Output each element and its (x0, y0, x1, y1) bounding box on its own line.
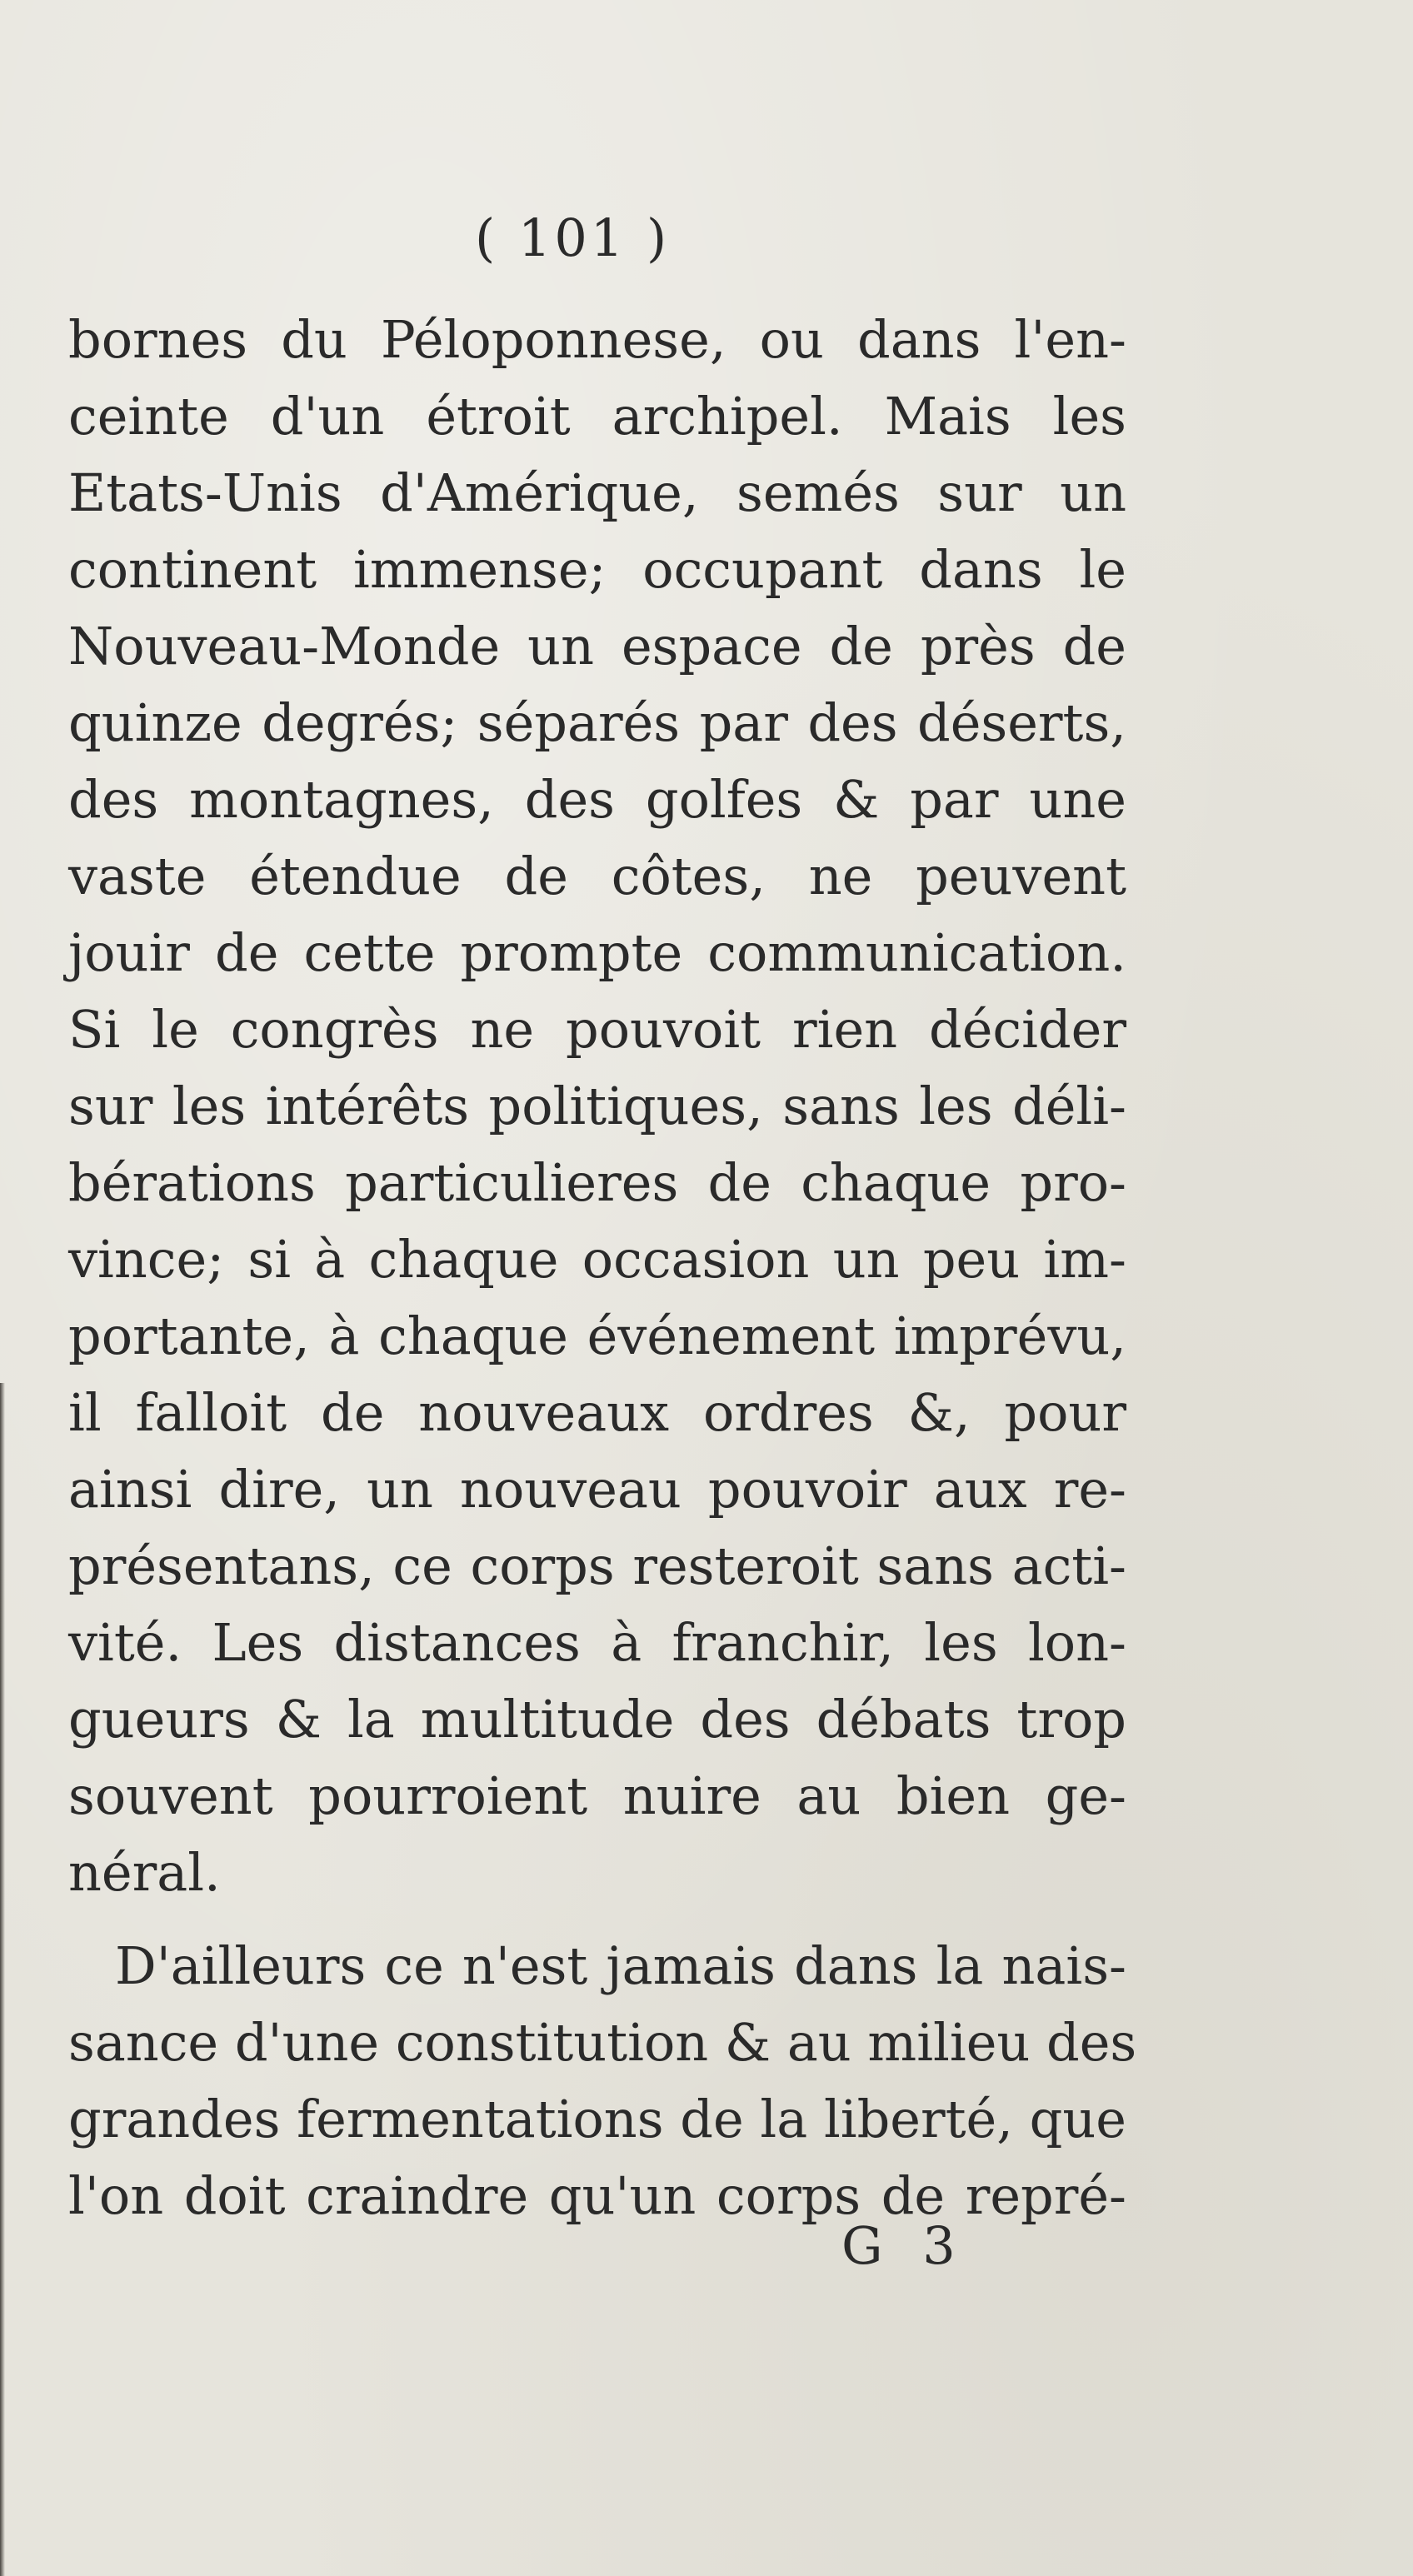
text-line: portante, à chaque événement imprévu, (68, 1305, 1126, 1366)
text-line: sance d'une constitution & au milieu des (68, 2012, 1137, 2073)
text-line: il falloit de nouveaux ordres &, pour (68, 1382, 1126, 1443)
body-text (68, 302, 1137, 2234)
paragraph-gap (68, 1911, 1126, 1928)
text-line: quinze degrés; séparés par des déserts, (68, 692, 1126, 753)
text-line: vaste étendue de côtes, ne peuvent (68, 846, 1126, 906)
text-line: Si le congrès ne pouvoit rien décider (68, 999, 1126, 1060)
text-line: ainsi dire, un nouveau pouvoir aux re- (68, 1459, 1126, 1520)
text-line: néral. (68, 1842, 221, 1903)
text-line: vince; si à chaque occasion un peu im- (68, 1229, 1126, 1290)
text-line: des montagnes, des golfes & par une (68, 769, 1126, 830)
text-line: bérations particulieres de chaque pro- (68, 1152, 1126, 1213)
text-line: D'ailleurs ce n'est jamais dans la nais- (115, 1935, 1126, 1996)
text-line: bornes du Péloponnese, ou dans l'en- (68, 309, 1126, 370)
text-line: souvent pourroient nuire au bien ge- (68, 1765, 1126, 1826)
text-line: Nouveau-Monde un espace de près de (68, 616, 1126, 676)
text-line: jouir de cette prompte communication. (68, 922, 1126, 983)
text-line: gueurs & la multitude des débats trop (68, 1689, 1126, 1750)
binding-shadow (0, 1383, 5, 2576)
signature-mark: G 3 (841, 2215, 967, 2276)
page-number: ( 101 ) (475, 207, 671, 268)
text-line: Etats-Unis d'Amérique, semés sur un (68, 462, 1126, 523)
text-line: grandes fermentations de la liberté, que (68, 2089, 1126, 2149)
text-line: continent immense; occupant dans le (68, 539, 1126, 600)
text-line: vité. Les distances à franchir, les lon- (68, 1612, 1126, 1673)
text-line: l'on doit craindre qu'un corps de repré- (68, 2165, 1126, 2226)
text-line: présentans, ce corps resteroit sans acti- (68, 1535, 1126, 1596)
text-line: sur les intérêts politiques, sans les déli- (68, 1076, 1126, 1136)
text-line: ceinte d'un étroit archipel. Mais les (68, 386, 1126, 447)
